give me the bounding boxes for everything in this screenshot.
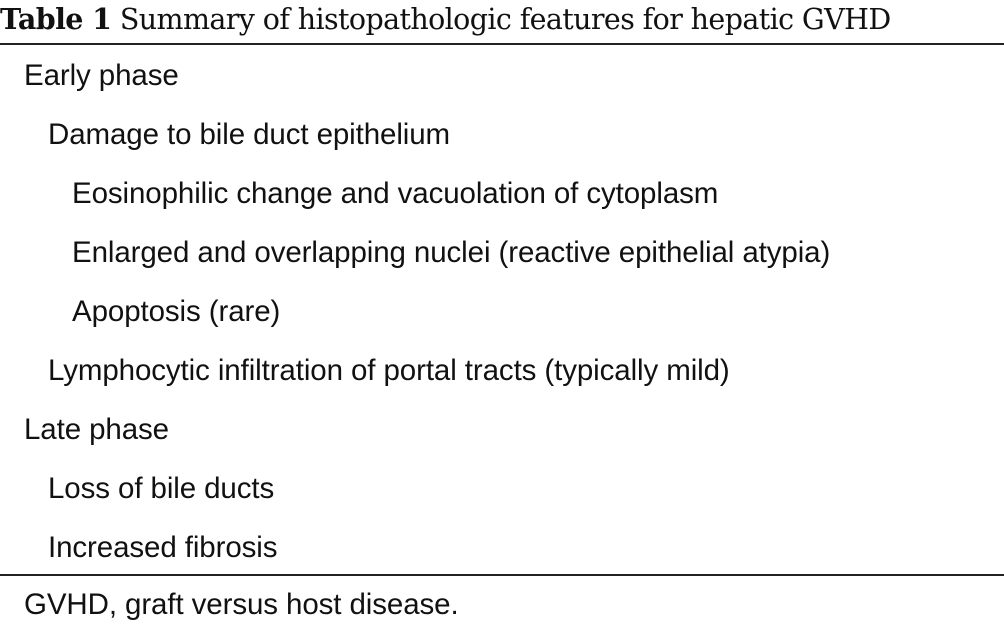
table-row: Lymphocytic infiltration of portal tracts (typically mild) — [48, 354, 730, 387]
table-caption-text: Summary of histopathologic features for hepatic GVHD — [119, 3, 891, 36]
table-row: Damage to bile duct epithelium — [48, 118, 451, 151]
table-row: Eosinophilic change and vacuolation of cytoplasm — [72, 177, 719, 210]
table-caption-label: Table 1 — [0, 2, 112, 36]
table-footnote: GVHD, graft versus host disease. — [24, 588, 459, 621]
table-row: Increased fibrosis — [48, 531, 278, 564]
table-bottom-rule — [0, 574, 1004, 576]
table-caption — [0, 0, 891, 42]
table-body — [0, 46, 1004, 577]
table-row: Enlarged and overlapping nuclei (reactive epithelial atypia) — [72, 236, 831, 269]
table-row: Late phase — [24, 413, 169, 446]
table-row: Loss of bile ducts — [48, 472, 275, 505]
table-row: Early phase — [24, 59, 179, 92]
table-row: Apoptosis (rare) — [72, 295, 281, 328]
table-top-rule — [0, 43, 1004, 45]
